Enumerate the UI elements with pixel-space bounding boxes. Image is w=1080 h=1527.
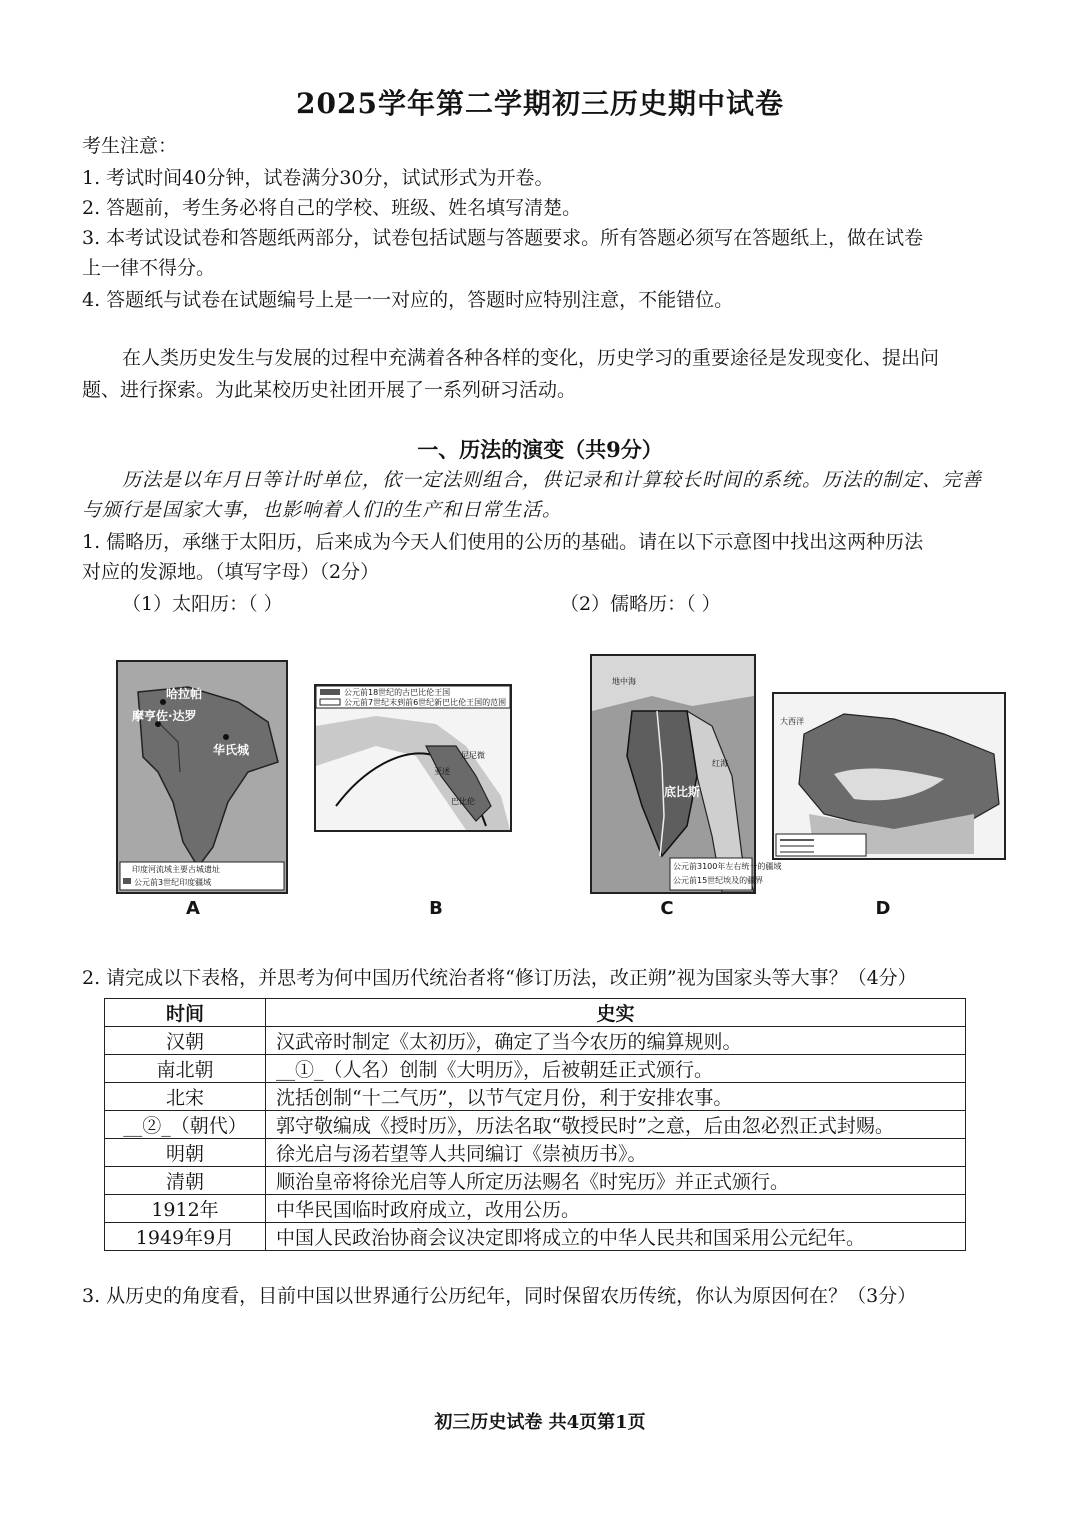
- table-cell-fact: 郭守敬编成《授时历》，历法名取“敬授民时”之意，后由忽必烈正式封赐。: [266, 1111, 966, 1139]
- q1-line-2: 对应的发源地。（填写字母）（2分）: [82, 561, 380, 583]
- map-b: [314, 684, 512, 832]
- table-row: [105, 1139, 966, 1167]
- q2-text: 2. 请完成以下表格，并思考为何中国历代统治者将“修订历法，改正朔”视为国家头等大事？（4分）: [82, 967, 917, 989]
- map-b-label-2: 亚述: [434, 767, 450, 776]
- table-row: [105, 1111, 966, 1139]
- section-desc-2: 与颁行是国家大事，也影响着人们的生产和日常生活。: [82, 499, 563, 521]
- table-cell-fact: __①_（人名）创制《大明历》，后被朝廷正式颁行。: [266, 1055, 966, 1083]
- map-d-letter: D: [875, 898, 891, 919]
- table-cell-time: __②_（朝代）: [105, 1111, 266, 1139]
- table-row: [105, 1083, 966, 1111]
- notice-item-4: 4. 答题纸与试卷在试题编号上是一一对应的，答题时应特别注意，不能错位。: [82, 289, 734, 311]
- intro-line-2: 题、进行探索。为此某校历史社团开展了一系列研习活动。: [82, 379, 577, 401]
- map-b-legend-2: 公元前7世纪末到前6世纪新巴比伦王国的范围: [344, 698, 507, 707]
- table-cell-time: 汉朝: [105, 1027, 266, 1055]
- map-c-legend-2: 公元前15世纪埃及的疆界: [673, 876, 764, 885]
- q3-text: 3. 从历史的角度看，目前中国以世界通行公历纪年，同时保留农历传统，你认为原因何在？（3分）: [82, 1285, 917, 1307]
- table-cell-fact: 沈括创制“十二气历”，以节气定月份，利于安排农事。: [266, 1083, 966, 1111]
- section-title: 一、历法的演变（共9分）: [417, 437, 663, 462]
- notice-item-1: 1. 考试时间40分钟，试卷满分30分，试试形式为开卷。: [82, 167, 554, 189]
- table-cell-time: 1912年: [105, 1195, 266, 1223]
- map-a-label-3: 华氏城: [213, 743, 250, 757]
- table-cell-fact: 徐光启与汤若望等人共同编订《崇祯历书》。: [266, 1139, 966, 1167]
- table-cell-fact: 汉武帝时制定《太初历》，确定了当今农历的编算规则。: [266, 1027, 966, 1055]
- map-b-legend-1: 公元前18世纪的古巴比伦王国: [344, 688, 451, 697]
- map-a-label-2: 摩亨佐·达罗: [132, 709, 197, 723]
- map-c-label-2: 红海: [712, 759, 728, 768]
- table-cell-fact: 顺治皇帝将徐光启等人所定历法赐名《时宪历》并正式颁行。: [266, 1167, 966, 1195]
- map-b-label-3: 巴比伦: [451, 797, 475, 806]
- notice-item-3-cont: 上一律不得分。: [82, 257, 216, 279]
- map-a-legend-2: 公元前3世纪印度疆域: [134, 878, 212, 887]
- map-a-label-1: 哈拉帕: [166, 687, 203, 701]
- map-a-letter: A: [186, 898, 200, 919]
- page-footer: 初三历史试卷 共4页第1页: [434, 1412, 646, 1433]
- table-row: [105, 1167, 966, 1195]
- table-cell-time: 1949年9月: [105, 1223, 266, 1251]
- table-row: [105, 1195, 966, 1223]
- history-table: [104, 998, 966, 1251]
- q1-sub-1: （1）太阳历：（ ）: [122, 593, 283, 615]
- map-d: [772, 692, 1006, 860]
- table-row: [105, 1055, 966, 1083]
- map-c-legend-1: 公元前3100年左右统一的疆域: [673, 862, 782, 871]
- table-header-fact: 史实: [266, 999, 966, 1027]
- table-header-time: 时间: [105, 999, 266, 1027]
- table-cell-time: 清朝: [105, 1167, 266, 1195]
- table-cell-time: 南北朝: [105, 1055, 266, 1083]
- notice-item-3: 3. 本考试设试卷和答题纸两部分，试卷包括试题与答题要求。所有答题必须写在答题纸上，做在试卷: [82, 227, 924, 249]
- notice-heading: 考生注意：: [82, 135, 178, 157]
- map-a-legend-1: 印度河流域主要古城遗址: [132, 865, 220, 874]
- table-row: [105, 1223, 966, 1251]
- map-c-label-3: 底比斯: [664, 785, 701, 799]
- table-row: [105, 1027, 966, 1055]
- table-cell-fact: 中华民国临时政府成立，改用公历。: [266, 1195, 966, 1223]
- table-cell-time: 明朝: [105, 1139, 266, 1167]
- map-a: [116, 660, 288, 894]
- map-b-letter: B: [429, 898, 443, 919]
- map-c-label-1: 地中海: [612, 677, 636, 686]
- table-cell-time: 北宋: [105, 1083, 266, 1111]
- section-desc-1: 历法是以年月日等计时单位，依一定法则组合，供记录和计算较长时间的系统。历法的制定、完善: [122, 469, 983, 491]
- table-cell-fact: 中国人民政治协商会议决定即将成立的中华人民共和国采用公元纪年。: [266, 1223, 966, 1251]
- map-c: [590, 654, 782, 894]
- notice-item-2: 2. 答题前，考生务必将自己的学校、班级、姓名填写清楚。: [82, 197, 582, 219]
- map-d-label-1: 大西洋: [780, 717, 804, 726]
- intro-line-1: 在人类历史发生与发展的过程中充满着各种各样的变化，历史学习的重要途径是发现变化、提出问: [122, 347, 940, 369]
- exam-title: 2025学年第二学期初三历史期中试卷: [296, 87, 784, 120]
- q1-line-1: 1. 儒略历，承继于太阳历，后来成为今天人们使用的公历的基础。请在以下示意图中找出这两种历法: [82, 531, 924, 553]
- map-c-letter: C: [660, 898, 674, 919]
- table-header-row: [105, 999, 966, 1027]
- q1-sub-2: （2）儒略历：（ ）: [560, 593, 721, 615]
- map-b-label-1: 尼尼微: [461, 751, 485, 760]
